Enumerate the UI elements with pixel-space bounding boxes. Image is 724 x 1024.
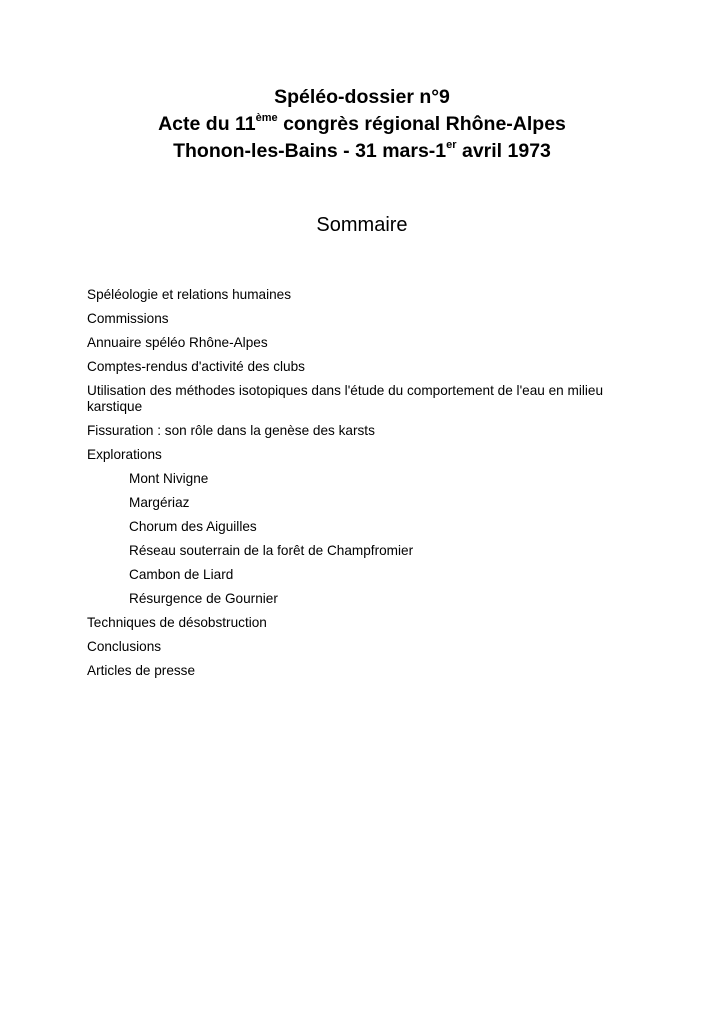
toc-subitem: Mont Nivigne	[129, 471, 209, 486]
location-date-prefix: Thonon-les-Bains - 31 mars-1	[173, 140, 447, 162]
location-date-suffix: avril 1973	[456, 140, 551, 162]
congress-title-superscript: ème	[255, 112, 278, 124]
toc-subitem: Margériaz	[129, 495, 190, 510]
toc-item: Explorations	[87, 447, 162, 462]
dossier-title: Spéléo-dossier n°9	[274, 86, 450, 108]
congress-title-prefix: Acte du 11	[158, 113, 256, 135]
toc-subitem: Résurgence de Gournier	[129, 591, 278, 606]
document-header	[0, 84, 724, 165]
toc-item: Conclusions	[87, 639, 162, 654]
toc-item: Comptes-rendus d'activité des clubs	[87, 359, 305, 374]
toc-subitem: Réseau souterrain de la forêt de Champfromier	[129, 543, 414, 558]
toc-item: Techniques de désobstruction	[87, 615, 267, 630]
congress-title-suffix: congrès régional Rhône-Alpes	[277, 113, 566, 135]
toc-item: Utilisation des méthodes isotopiques dans l'étude du comportement de l'eau en milieu karstique	[87, 383, 604, 414]
sommaire-heading: Sommaire	[316, 214, 408, 236]
toc-item: Articles de presse	[87, 663, 196, 678]
congress-location-date	[0, 138, 724, 165]
table-of-contents	[87, 287, 627, 687]
toc-subitem: Chorum des Aiguilles	[129, 519, 257, 534]
toc-item: Commissions	[87, 311, 169, 326]
congress-title	[0, 111, 724, 138]
location-date-superscript: er	[446, 139, 457, 151]
toc-item: Fissuration : son rôle dans la genèse des karsts	[87, 423, 375, 438]
toc-item: Spéléologie et relations humaines	[87, 287, 292, 302]
toc-subitem: Cambon de Liard	[129, 567, 234, 582]
toc-item: Annuaire spéléo Rhône-Alpes	[87, 335, 268, 350]
